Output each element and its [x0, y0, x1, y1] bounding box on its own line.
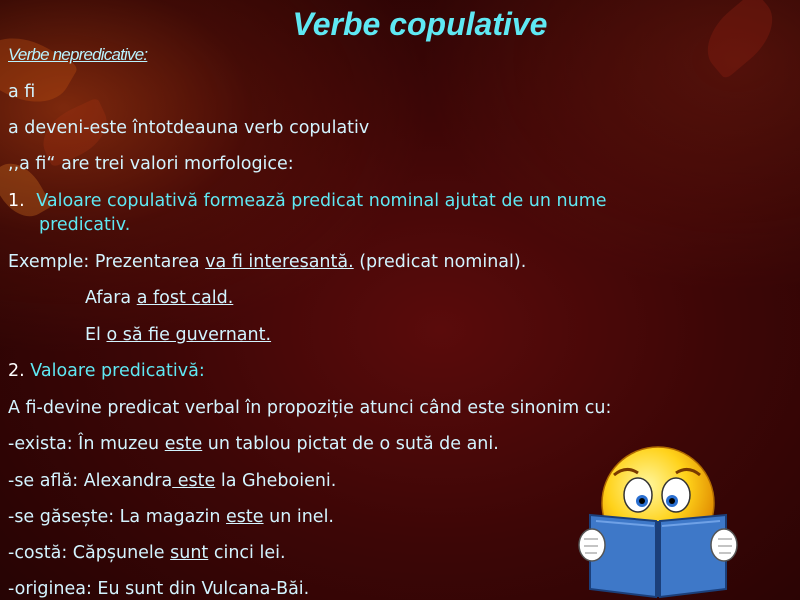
text-span: predicativ. — [39, 215, 131, 235]
text-span: un inel. — [263, 507, 334, 527]
example-line — [8, 471, 336, 491]
example-line — [8, 252, 526, 272]
text-span: -se găsește: La magazin — [8, 507, 227, 527]
text-span: El — [85, 325, 107, 345]
text-line — [8, 154, 294, 174]
underlined-predicate: a fost cald. — [136, 288, 234, 308]
numbered-line — [8, 191, 607, 211]
slide-title: Verbe copulative — [292, 6, 548, 42]
example-line — [85, 325, 271, 345]
list-number: 1. — [8, 191, 25, 211]
text-span: ,,a fi“ are trei valori morfologice: — [8, 154, 294, 174]
text-span: un tablou pictat de o sută de ani. — [202, 434, 499, 454]
example-line — [85, 288, 233, 308]
list-number: 2. — [8, 361, 25, 381]
text-span: a deveni-este întotdeauna verb copulativ — [8, 118, 370, 138]
text-span: -originea: Eu sunt din Vulcana-Băi. — [8, 579, 310, 599]
text-line — [8, 82, 35, 102]
text-span: Valoare predicativă: — [24, 361, 205, 381]
example-line — [8, 543, 286, 563]
underlined-predicate: este — [164, 434, 203, 454]
section-subtitle: Verbe nepredicative: — [8, 45, 148, 64]
text-span: Exemple: Prezentarea — [8, 252, 206, 272]
numbered-line — [8, 361, 205, 381]
text-line — [8, 398, 611, 418]
underlined-predicate: va fi interesantă. — [205, 252, 354, 272]
reading-smiley-icon — [578, 445, 738, 600]
text-span: Afara — [85, 288, 137, 308]
example-line — [8, 434, 499, 454]
example-line — [8, 507, 334, 527]
text-span: -exista: În muzeu — [8, 434, 165, 454]
text-span: -se află: Alexandra — [8, 471, 173, 491]
text-line — [39, 215, 130, 235]
underlined-predicate: este — [226, 507, 264, 527]
text-span: Valoare copulativă formează predicat nominal ajutat de un nume — [36, 191, 607, 211]
text-span: -costă: Căpșunele — [8, 543, 171, 563]
underlined-predicate: sunt — [170, 543, 209, 563]
underlined-predicate: este — [172, 471, 216, 491]
underlined-predicate: o să fie guvernant. — [106, 325, 272, 345]
text-span: la Gheboieni. — [215, 471, 337, 491]
text-span: A fi-devine predicat verbal în propoziție atunci când este sinonim cu: — [8, 398, 612, 418]
text-span: cinci lei. — [208, 543, 286, 563]
text-line — [8, 118, 369, 138]
text-span: (predicat nominal). — [353, 252, 527, 272]
text-span: a fi — [8, 82, 36, 102]
example-line — [8, 579, 309, 599]
